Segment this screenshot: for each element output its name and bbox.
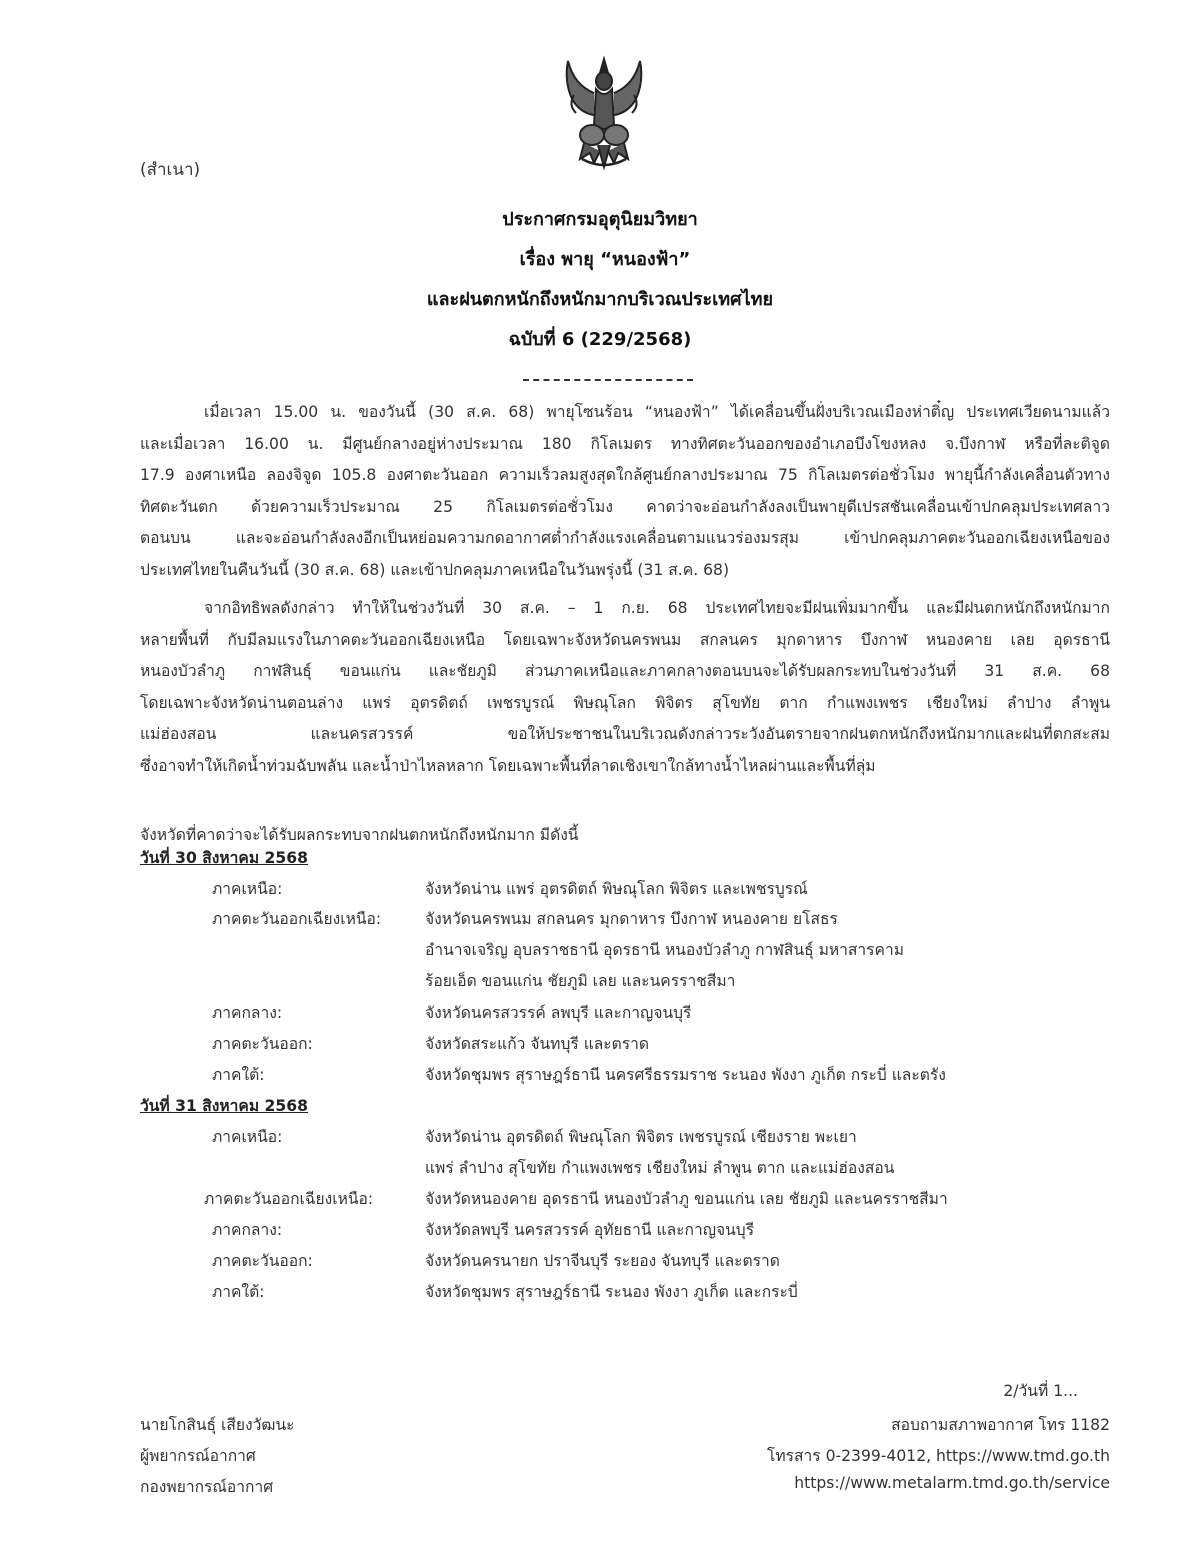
region-label-east: ภาคตะวันออก: <box>212 1035 313 1053</box>
region-value-central: จังหวัดลพบุรี นครสวรรค์ อุทัยธานี และกาญจนบุรี <box>425 1221 755 1239</box>
garuda-emblem-icon <box>554 55 654 173</box>
paragraph-line: ทิศตะวันตก ด้วยความเร็วประมาณ 25 กิโลเมตรต่อชั่วโมง คาดว่าจะอ่อนกำลังลงเป็นพายุดีเปรสชันเคลื่อนเข้าปกคลุมประเทศลาว <box>140 497 1110 516</box>
paragraph-line: หนองบัวลำภู กาฬสินธุ์ ขอนแก่น และชัยภูมิ ส่วนภาคเหนือและภาคกลางตอนบนจะได้รับผลกระทบในช่วงวันที่ 31 ส.ค. 68 <box>140 662 1110 680</box>
region-value-north: จังหวัดน่าน แพร่ อุตรดิตถ์ พิษณุโลก พิจิตร และเพชรบูรณ์ <box>425 880 808 898</box>
region-label-south: ภาคใต้: <box>212 1283 265 1301</box>
region-value-north: จังหวัดน่าน อุตรดิตถ์ พิษณุโลก พิจิตร เพชรบูรณ์ เชียงราย พะเยา <box>425 1128 857 1146</box>
region-value-northeast: จังหวัดนครพนม สกลนคร มุกดาหาร บึงกาฬ หนองคาย ยโสธร <box>425 910 838 928</box>
contact-fax-website[interactable]: โทรสาร 0-2399-4012, https://www.tmd.go.th <box>766 1447 1110 1465</box>
title-subject-2: และฝนตกหนักถึงหนักมากบริเวณประเทศไทย <box>426 289 774 310</box>
title-issue-number: ฉบับที่ 6 (229/2568) <box>508 329 692 350</box>
copy-mark: (สำเนา) <box>140 160 201 180</box>
next-page-reference: 2/วันที่ 1... <box>1003 1382 1078 1400</box>
signatory-division: กองพยากรณ์อากาศ <box>140 1478 274 1496</box>
region-label-north: ภาคเหนือ: <box>212 880 283 898</box>
region-value-east: จังหวัดนครนายก ปราจีนบุรี ระยอง จันทบุรี และตราด <box>425 1252 780 1270</box>
paragraph-impact <box>140 593 1110 782</box>
region-label-central: ภาคกลาง: <box>212 1004 283 1022</box>
region-value-south: จังหวัดชุมพร สุราษฎร์ธานี นครศรีธรรมราช ระนอง พังงา ภูเก็ต กระบี่ และตรัง <box>425 1066 946 1084</box>
date-heading-30-aug: วันที่ 30 สิงหาคม 2568 <box>140 849 308 867</box>
title-agency: ประกาศกรมอุตุนิยมวิทยา <box>502 209 698 230</box>
region-label-northeast: ภาคตะวันออกเฉียงเหนือ: <box>204 1190 374 1208</box>
title-subject: เรื่อง พายุ “หนองฟ้า” <box>519 249 691 270</box>
region-value-north-cont: แพร่ ลำปาง สุโขทัย กำแพงเพชร เชียงใหม่ ลำพูน ตาก และแม่ฮ่องสอน <box>425 1159 895 1177</box>
contact-phone: สอบถามสภาพอากาศ โทร 1182 <box>891 1416 1110 1434</box>
region-value-northeast-cont: อำนาจเจริญ อุบลราชธานี อุดรธานี หนองบัวลำภู กาฬสินธุ์ มหาสารคาม <box>425 941 905 959</box>
paragraph-storm-status <box>140 397 1110 586</box>
region-label-northeast: ภาคตะวันออกเฉียงเหนือ: <box>212 910 382 928</box>
signatory-position: ผู้พยากรณ์อากาศ <box>140 1447 256 1465</box>
title-divider <box>523 379 693 381</box>
paragraph-line: และเมื่อเวลา 16.00 น. มีศูนย์กลางอยู่ห่างประมาณ 180 กิโลเมตร ทางทิศตะวันออกของอำเภอบึงโขงหลง จ.บึงกาฬ หรือที่ละติจูด <box>140 434 1110 453</box>
paragraph-line: แม่ฮ่องสอน และนครสวรรค์ ขอให้ประชาชนในบริเวณดังกล่าวระวังอันตรายจากฝนตกหนักถึงหนักมากและฝนที่ตกสะสม <box>140 725 1110 743</box>
region-value-central: จังหวัดนครสวรรค์ ลพบุรี และกาญจนบุรี <box>425 1004 692 1022</box>
paragraph-line: โดยเฉพาะจังหวัดน่านตอนล่าง แพร่ อุตรดิตถ์ เพชรบูรณ์ พิษณุโลก พิจิตร สุโขทัย ตาก กำแพงเพชร เชียงใหม่ ลำปาง ลำพูน <box>140 693 1110 712</box>
signatory-name: นายโกสินธุ์ เสียงวัฒนะ <box>140 1416 295 1434</box>
paragraph-line: จากอิทธิพลดังกล่าว ทำให้ในช่วงวันที่ 30 ส.ค. – 1 ก.ย. 68 ประเทศไทยจะมีฝนเพิ่มมากขึ้น และมีฝนตกหนักถึงหนักมาก <box>204 599 1110 617</box>
region-label-south: ภาคใต้: <box>212 1066 265 1084</box>
region-value-east: จังหวัดสระแก้ว จันทบุรี และตราด <box>425 1035 650 1053</box>
paragraph-line: หลายพื้นที่ กับมีลมแรงในภาคตะวันออกเฉียงเหนือ โดยเฉพาะจังหวัดนครพนม สกลนคร มุกดาหาร บึงกาฬ หนองคาย เลย อุดรธานี <box>140 630 1110 649</box>
region-label-north: ภาคเหนือ: <box>212 1128 283 1146</box>
region-label-east: ภาคตะวันออก: <box>212 1252 313 1270</box>
region-label-central: ภาคกลาง: <box>212 1221 283 1239</box>
contact-service-link[interactable]: https://www.metalarm.tmd.go.th/service <box>794 1474 1110 1492</box>
document-title <box>0 200 1200 360</box>
region-value-northeast: จังหวัดหนองคาย อุดรธานี หนองบัวลำภู ขอนแก่น เลย ชัยภูมิ และนครราชสีมา <box>425 1190 948 1208</box>
paragraph-line: 17.9 องศาเหนือ ลองจิจูด 105.8 องศาตะวันออก ความเร็วลมสูงสุดใกล้ศูนย์กลางประมาณ 75 กิโลเมตรต่อชั่วโมง พายุนี้กำลังเคลื่อนตัวทาง <box>140 466 1110 484</box>
region-value-south: จังหวัดชุมพร สุราษฎร์ธานี ระนอง พังงา ภูเก็ต และกระบี่ <box>425 1283 798 1301</box>
paragraph-line: ซึ่งอาจทำให้เกิดน้ำท่วมฉับพลัน และน้ำป่าไหลหลาก โดยเฉพาะพื้นที่ลาดเชิงเขาใกล้ทางน้ำไหลผ่านและพื้นที่ลุ่ม <box>140 756 876 775</box>
date-heading-31-aug: วันที่ 31 สิงหาคม 2568 <box>140 1097 308 1115</box>
paragraph-line: ประเทศไทยในคืนวันนี้ (30 ส.ค. 68) และเข้าปกคลุมภาคเหนือในวันพรุ่งนี้ (31 ส.ค. 68) <box>140 560 730 579</box>
paragraph-line: เมื่อเวลา 15.00 น. ของวันนี้ (30 ส.ค. 68) พายุโซนร้อน “หนองฟ้า” ได้เคลื่อนขึ้นฝั่งบริเวณเมืองห่าติ๋ญ ประเทศเวียดนามแล้ว <box>204 403 1110 421</box>
paragraph-line: ตอนบน และจะอ่อนกำลังลงอีกเป็นหย่อมความกดอากาศต่ำกำลังแรงเคลื่อนตามแนวร่องมรสุม เข้าปกคลุมภาคตะวันออกเฉียงเหนือของ <box>140 529 1110 547</box>
region-value-northeast-cont: ร้อยเอ็ด ขอนแก่น ชัยภูมิ เลย และนครราชสีมา <box>425 972 736 990</box>
affected-provinces-intro: จังหวัดที่คาดว่าจะได้รับผลกระทบจากฝนตกหนักถึงหนักมาก มีดังนี้ <box>140 826 579 844</box>
